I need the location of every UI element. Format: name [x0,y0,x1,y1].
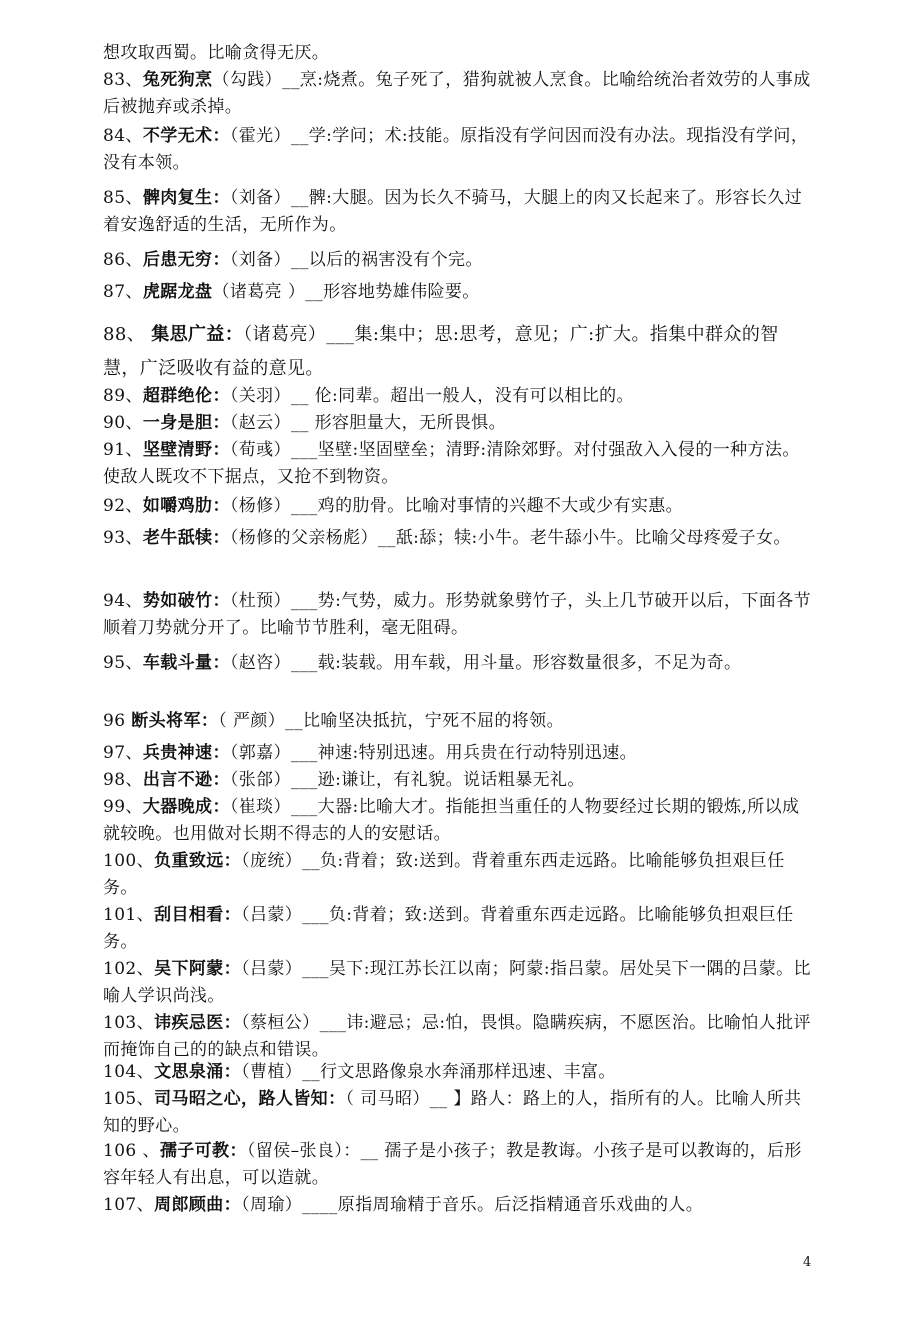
entry-person: （郭嘉） [229,743,291,763]
entry-colon: ： [223,1013,242,1033]
entry-person: （霍光） [229,126,291,146]
entry-term: 负重致远 [154,851,224,871]
entry-person: （留侯–张良） [246,1141,344,1161]
entry-number: 101、 [103,905,155,925]
entry-number: 85、 [103,188,143,208]
entry-colon: ： [212,743,230,763]
entry-colon: ： [212,528,230,548]
entry-colon: ： [328,1089,346,1109]
entry-90 [103,410,815,437]
entry-number: 100、 [103,851,155,871]
entry-text: 伦:同辈。超出一般人，没有可以相比的。 [314,386,634,406]
entry-number: 95、 [103,653,143,673]
entry-text: 载:装载。用车载，用斗量。形容数量很多，不足为奇。 [317,653,742,673]
entry-text: 大器:比喻大才。指能担当重任的人物要经过长期的锻炼,所以成就较晚。也用做对长期不得志的人的安慰话。 [103,797,800,844]
entry-number: 104、 [103,1062,155,1082]
entry-text: 髀:大腿。因为长久不骑马，大腿上的肉又长起来了。形容长久过着安逸舒适的生活，无所作为。 [103,188,803,235]
entry-term: 虎踞龙盘 [142,282,213,302]
entry-term: 兵贵神速 [142,743,213,763]
entry-colon: ： [223,851,242,871]
entry-94 [103,588,815,642]
entry-blank: __ [290,413,315,433]
entry-text: 神速:特别迅速。用兵贵在行动特别迅速。 [317,743,637,763]
entry-blank: ___ [290,770,318,790]
entry-colon: ： [212,496,230,516]
entry-person: （刘备） [229,250,291,270]
entry-blank: ：__ [343,1141,385,1161]
entry-blank: __ [290,250,309,270]
entry-83 [103,67,815,121]
entry-person: （杨修的父亲杨彪） [229,528,378,548]
entry-98 [103,767,815,794]
entry-blank: __ [285,711,303,731]
entry-term: 超群绝伦 [142,386,213,406]
entry-colon: ： [223,959,242,979]
entry-number: 83、 [103,70,143,90]
entry-person: （曹植） [241,1062,303,1082]
entry-95 [103,650,815,677]
entry-person: （赵咨） [229,653,291,673]
entry-term: 车载斗量 [142,653,213,673]
entry-term: 刮目相看 [154,905,224,925]
entry-blank: ___ [290,591,318,611]
entry-term: 吴下阿蒙 [154,959,224,979]
entry-person: （关羽） [229,386,291,406]
entry-colon: ： [212,386,230,406]
entry-blank: ___ [290,797,318,817]
entry-96 [103,708,815,735]
entry-term: 断头将军 [131,711,201,731]
entry-text: 形容胆量大，无所畏惧。 [314,413,506,433]
entry-blank: ___ [302,959,329,979]
entry-100 [103,848,815,902]
entry-colon: ： [212,770,230,790]
entry-colon: ： [229,1141,247,1161]
entry-person: （周瑜） [241,1195,303,1215]
entry-person: （蔡桓公） [241,1013,320,1033]
entry-number: 84、 [103,126,143,146]
entry-colon: ： [212,591,230,611]
entry-106 [103,1138,815,1192]
entry-number: 107、 [103,1195,155,1215]
entry-person: （刘备） [229,188,291,208]
entry-term: 司马昭之心，路人皆知 [154,1089,329,1109]
entry-blank: ___ [302,905,329,925]
entry-person: （崔琰） [229,797,291,817]
entry-colon: ： [223,905,242,925]
entry-term: 坚壁清野 [142,440,213,460]
entry-person: （诸葛亮 ） [212,282,306,302]
entry-number: 92、 [103,496,143,516]
entry-colon: ： [223,1062,242,1082]
entry-105 [103,1086,815,1140]
entry-text: 原指周瑜精于音乐。后泛指精通音乐戏曲的人。 [337,1195,704,1215]
entry-number: 90、 [103,413,143,433]
entry-91 [103,437,815,491]
entry-colon: ： [212,440,230,460]
entry-text: 逊:谦让，有礼貌。说话粗暴无礼。 [317,770,585,790]
entry-text: 讳:避忌；忌:怕，畏惧。隐瞒疾病，不愿医治。比喻怕人批评而掩饰自己的的缺点和错误。 [103,1013,811,1060]
entry-text: 鸡的肋骨。比喻对事情的兴趣不大或少有实惠。 [317,496,684,516]
entry-101 [103,902,815,956]
entry-colon: ： [212,797,230,817]
entry-number: 94、 [103,591,143,611]
entry-number: 106 、 [103,1141,160,1161]
entry-term: 一身是胆 [142,413,213,433]
entry-term: 后患无穷 [142,250,213,270]
entry-term: 讳疾忌医 [154,1013,224,1033]
entry-colon: ： [212,126,230,146]
entry-99 [103,794,815,848]
entry-text: 负:背着；致:送到。背着重东西走远路。比喻能够负担艰巨任务。 [103,905,794,952]
entry-person: （吕蒙） [241,959,303,979]
entry-text: 形容地势雄伟险要。 [323,282,480,302]
entry-term: 老牛舐犊 [142,528,213,548]
entry-term: 周郎顾曲 [154,1195,224,1215]
entry-text: 以后的祸害没有个完。 [308,250,483,270]
entry-person: （诸葛亮） [243,324,327,345]
entry-colon: ： [212,188,230,208]
entry-text: 舐:舔；犊:小牛。老牛舔小牛。比喻父母疼爱子女。 [395,528,791,548]
entry-term: 髀肉复生 [142,188,213,208]
entry-person: （吕蒙） [241,905,303,925]
entry-88 [103,318,815,386]
entry-text: 烹:烧煮。兔子死了，猎狗就被人烹食。比喻给统治者效劳的人事成后被抛弃或杀掉。 [103,70,811,117]
entry-term: 如嚼鸡肋 [142,496,213,516]
entry-text: 路人：路上的人，指所有的人。比喻人所共知的野心。 [103,1089,802,1136]
entry-blank: ___ [290,653,318,673]
entry-107 [103,1192,815,1219]
entry-text: 坚壁:坚固壁垒；清野:清除郊野。对付强敌入入侵的一种方法。使敌人既攻不下据点，又抢不到物资。 [103,440,800,487]
entry-blank: __ [290,386,315,406]
entry-text: 负:背着；致:送到。背着重东西走远路。比喻能够负担艰巨任务。 [103,851,785,898]
entry-blank: ___ [290,440,318,460]
entry-term: 势如破竹 [142,591,213,611]
entry-colon: ： [224,324,244,345]
entry-blank: __ [290,126,309,146]
entry-93 [103,525,815,552]
entry-text: 势:气势，威力。形势就象劈竹子，头上几节破开以后，下面各节顺着刀势就分开了。比喻节节胜利，毫无阻碍。 [103,591,811,638]
entry-number: 103、 [103,1013,155,1033]
entry-number: 98、 [103,770,143,790]
entry-blank: ____ [302,1195,338,1215]
entry-number: 96 [103,711,132,731]
entry-number: 105、 [103,1089,155,1109]
entry-person: （勾践） [212,70,283,90]
entry-number: 97、 [103,743,143,763]
entry-text: 吴下:现江苏长江以南；阿蒙:指吕蒙。居处吴下一隅的吕蒙。比喻人学识尚浅。 [103,959,811,1006]
entry-blank: __ [377,528,396,548]
entry-89 [103,383,815,410]
entry-86 [103,247,815,274]
entry-text: 行文思路像泉水奔涌那样迅速、丰富。 [320,1062,616,1082]
entry-number: 87、 [103,282,143,302]
entry-blank: __ [302,851,320,871]
entry-term: 文思泉涌 [154,1062,224,1082]
entry-term: 出言不逊 [142,770,213,790]
entry-blank: ___ [290,743,318,763]
entry-blank: ___ [326,324,355,345]
entry-104 [103,1059,815,1086]
entry-102 [103,956,815,1010]
entry-blank: ___ [319,1013,347,1033]
entry-colon: ： [212,413,230,433]
entry-colon: ： [223,1195,242,1215]
entry-blank: __ [302,1062,320,1082]
entry-number: 93、 [103,528,143,548]
entry-number: 86、 [103,250,143,270]
entry-85 [103,185,815,239]
entry-blank: __ [290,188,309,208]
entry-person: （杨修） [229,496,291,516]
entry-person: （荀彧） [229,440,291,460]
entry-term: 兔死狗烹 [142,70,213,90]
entry-text: 想攻取西蜀。比喻贪得无厌。 [103,43,330,63]
entry-person: （赵云） [229,413,291,433]
entry-blank: __ [305,282,324,302]
entry-blank: __ [282,70,300,90]
entry-term: 不学无术 [142,126,213,146]
entry-text: 孺子是小孩子；教是教诲。小孩子是可以教诲的，后形容年轻人有出息，可以造就。 [103,1141,802,1188]
entry-number: 99、 [103,797,143,817]
entry-person: （庞统） [241,851,303,871]
entry-number: 91、 [103,440,143,460]
entry-text: 学:学问；术:技能。原指没有学问因而没有办法。现指没有学问，没有本领。 [103,126,809,173]
entry-person: （杜预） [229,591,291,611]
entry-term: 大器晚成 [142,797,213,817]
entry-87 [103,279,815,306]
entry-92 [103,493,815,520]
entry-colon: ： [212,250,230,270]
entry-term: 集思广益 [151,324,225,345]
entry-number: 102、 [103,959,155,979]
entry-term: 孺子可教 [159,1141,230,1161]
entry-person: （张郃） [229,770,291,790]
entry-continuation [103,40,815,67]
entry-blank: ___ [290,496,318,516]
entry-97 [103,740,815,767]
entry-text: 比喻坚决抵抗，宁死不屈的将领。 [302,711,564,731]
page-number: 4 [803,1255,812,1270]
entry-84 [103,123,815,177]
entry-colon: ： [212,653,230,673]
entry-text: 集:集中；思:思考，意见；广:扩大。指集中群众的智慧，广泛吸收有益的意见。 [103,324,779,379]
entry-number: 88、 [103,324,152,345]
entry-number: 89、 [103,386,143,406]
entry-person: （ 司马昭） [345,1089,430,1109]
entry-colon: ： [200,711,219,731]
entry-103 [103,1010,815,1064]
entry-blank: __ 】 [429,1089,471,1109]
entry-person: （ 严颜） [218,711,286,731]
